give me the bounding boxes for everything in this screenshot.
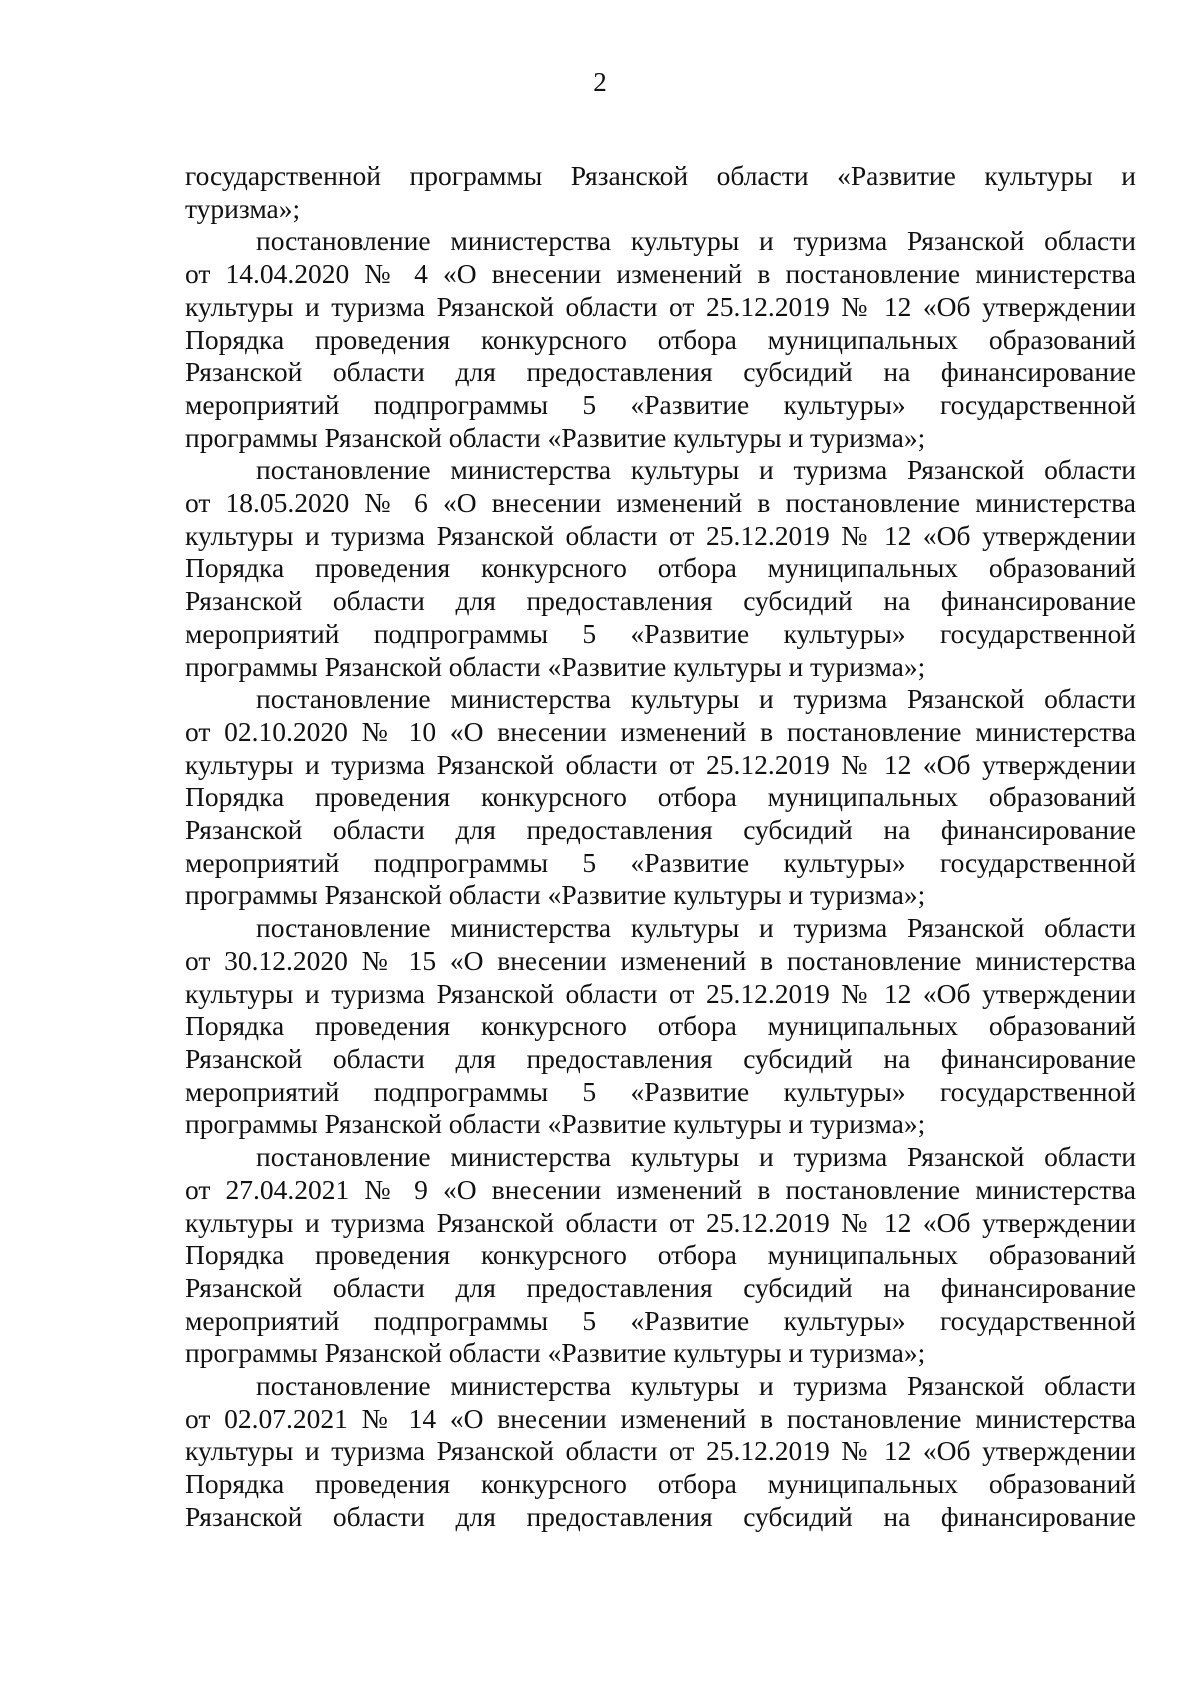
text-line: мероприятий подпрограммы 5 «Развитие культуры» государственной (185, 617, 1136, 649)
text-line: постановление министерства культуры и туризма Рязанской области (256, 225, 1136, 257)
text-line: государственной программы Рязанской области «Развитие культуры и (185, 160, 1136, 191)
paragraph (185, 1370, 1136, 1534)
text-line: культуры и туризма Рязанской области от 25.12.2019 № 12 «Об утверждении (185, 290, 1136, 322)
text-line: от 27.04.2021 № 9 «О внесении изменений в постановление министерства (185, 1173, 1136, 1205)
text-line: Рязанской области для предоставления субсидий на финансирование (185, 1500, 1136, 1532)
text-line: Рязанской области для предоставления субсидий на финансирование (185, 585, 1136, 617)
text-line: Порядка проведения конкурсного отбора муниципальных образований (185, 1239, 1136, 1271)
text-line: от 14.04.2020 № 4 «О внесении изменений в постановление министерства (185, 258, 1136, 290)
text-line: программы Рязанской области «Развитие культуры и туризма»; (185, 650, 926, 682)
text-line: постановление министерства культуры и туризма Рязанской области (256, 1141, 1136, 1173)
text-line: культуры и туризма Рязанской области от 25.12.2019 № 12 «Об утверждении (185, 519, 1136, 551)
page-number: 2 (593, 67, 607, 97)
text-line: Рязанской области для предоставления субсидий на финансирование (185, 814, 1136, 846)
text-line: от 02.07.2021 № 14 «О внесении изменений в постановление министерства (185, 1402, 1136, 1434)
text-line: мероприятий подпрограммы 5 «Развитие культуры» государственной (185, 388, 1136, 420)
text-line: программы Рязанской области «Развитие культуры и туризма»; (185, 879, 926, 911)
text-line: мероприятий подпрограммы 5 «Развитие культуры» государственной (185, 846, 1136, 878)
text-line: от 18.05.2020 № 6 «О внесении изменений в постановление министерства (185, 487, 1136, 519)
text-line: программы Рязанской области «Развитие культуры и туризма»; (185, 421, 926, 453)
text-line: мероприятий подпрограммы 5 «Развитие культуры» государственной (185, 1075, 1136, 1107)
text-line: культуры и туризма Рязанской области от 25.12.2019 № 12 «Об утверждении (185, 1206, 1136, 1238)
text-line: Порядка проведения конкурсного отбора муниципальных образований (185, 552, 1136, 584)
text-line: постановление министерства культуры и туризма Рязанской области (256, 454, 1136, 486)
text-line: Порядка проведения конкурсного отбора муниципальных образований (185, 781, 1136, 813)
text-line: Рязанской области для предоставления субсидий на финансирование (185, 1042, 1136, 1074)
text-line: постановление министерства культуры и туризма Рязанской области (256, 912, 1136, 944)
text-line: мероприятий подпрограммы 5 «Развитие культуры» государственной (185, 1304, 1136, 1336)
paragraph (185, 160, 1136, 225)
text-line: Порядка проведения конкурсного отбора муниципальных образований (185, 1010, 1136, 1042)
paragraph (185, 225, 1136, 454)
paragraph (185, 454, 1136, 683)
text-line: туризма»; (185, 192, 301, 224)
text-line: культуры и туризма Рязанской области от 25.12.2019 № 12 «Об утверждении (185, 1435, 1136, 1467)
paragraph (185, 1141, 1136, 1370)
text-line: Рязанской области для предоставления субсидий на финансирование (185, 356, 1136, 388)
text-line: постановление министерства культуры и туризма Рязанской области (256, 683, 1136, 715)
text-line: программы Рязанской области «Развитие культуры и туризма»; (185, 1108, 926, 1140)
text-line: культуры и туризма Рязанской области от 25.12.2019 № 12 «Об утверждении (185, 748, 1136, 780)
text-line: Порядка проведения конкурсного отбора муниципальных образований (185, 1468, 1136, 1500)
text-line: программы Рязанской области «Развитие культуры и туризма»; (185, 1337, 926, 1369)
text-line: от 30.12.2020 № 15 «О внесении изменений в постановление министерства (185, 944, 1136, 976)
text-line: Порядка проведения конкурсного отбора муниципальных образований (185, 323, 1136, 355)
text-line: Рязанской области для предоставления субсидий на финансирование (185, 1271, 1136, 1303)
paragraph (185, 912, 1136, 1141)
document-body (185, 160, 1136, 1534)
text-line: культуры и туризма Рязанской области от 25.12.2019 № 12 «Об утверждении (185, 977, 1136, 1009)
text-line: от 02.10.2020 № 10 «О внесении изменений в постановление министерства (185, 715, 1136, 747)
paragraph (185, 683, 1136, 912)
text-line: постановление министерства культуры и туризма Рязанской области (256, 1370, 1136, 1402)
